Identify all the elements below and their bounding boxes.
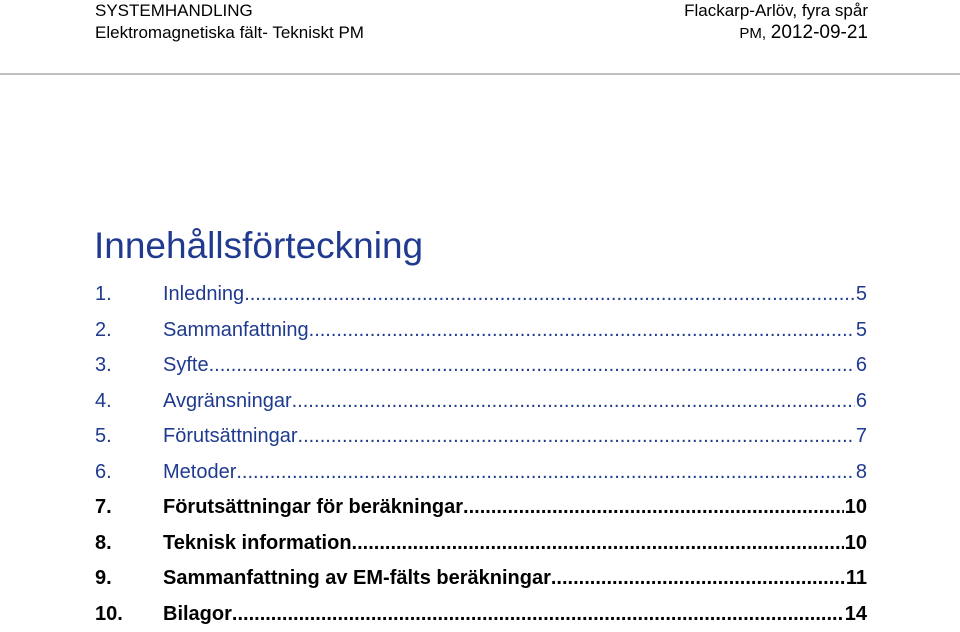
toc-entry[interactable] (95, 561, 867, 597)
toc-entry-label: Sammanfattning av EM-fälts beräkningar (163, 561, 551, 597)
toc-entry-label: Bilagor (163, 597, 232, 632)
toc-entry[interactable] (95, 490, 867, 526)
project-name: Flackarp-Arlöv, fyra spår (684, 0, 868, 22)
toc-leader-dots (309, 313, 855, 349)
document-header-right (684, 0, 868, 45)
toc-entry[interactable] (95, 597, 867, 632)
toc-entry-number: 5. (95, 419, 163, 455)
toc-entry-number: 7. (95, 490, 163, 526)
toc-entry-number: 1. (95, 277, 163, 313)
toc-entry-number: 9. (95, 561, 163, 597)
document-date-line (684, 22, 868, 45)
toc-entry-page: 10 (844, 526, 867, 562)
toc-entry-label: Metoder (163, 455, 236, 491)
toc-entry[interactable] (95, 384, 867, 420)
toc-entry-number: 4. (95, 384, 163, 420)
toc-entry-label: Teknisk information (163, 526, 352, 562)
table-of-contents (95, 277, 867, 632)
toc-entry-page: 5 (855, 313, 867, 349)
toc-leader-dots (463, 490, 844, 526)
toc-entry-number: 3. (95, 348, 163, 384)
toc-entry-label: Avgränsningar (163, 384, 292, 420)
toc-leader-dots (209, 348, 855, 384)
toc-entry[interactable] (95, 419, 867, 455)
document-subject: Elektromagnetiska fält- Tekniskt PM (95, 22, 364, 44)
toc-entry-page: 11 (845, 561, 867, 597)
toc-entry-label: Förutsättningar (163, 419, 298, 455)
toc-entry-page: 8 (855, 455, 867, 491)
toc-entry-number: 10. (95, 597, 163, 632)
toc-entry[interactable] (95, 313, 867, 349)
document-kind: PM, (739, 25, 766, 42)
toc-entry-number: 2. (95, 313, 163, 349)
toc-entry-page: 6 (855, 384, 867, 420)
toc-leader-dots (236, 455, 855, 491)
document-header-left (95, 0, 364, 44)
toc-entry-number: 6. (95, 455, 163, 491)
toc-entry-number: 8. (95, 526, 163, 562)
toc-leader-dots (298, 419, 855, 455)
document-date: 2012-09-21 (771, 22, 868, 43)
toc-entry-page: 14 (844, 597, 867, 632)
toc-entry[interactable] (95, 455, 867, 491)
toc-entry-label: Sammanfattning (163, 313, 309, 349)
toc-entry-page: 6 (855, 348, 867, 384)
toc-entry-label: Syfte (163, 348, 209, 384)
document-type: SYSTEMHANDLING (95, 0, 364, 22)
header-divider (0, 73, 960, 75)
toc-title: Innehållsförteckning (94, 224, 423, 268)
toc-entry-label: Inledning (163, 277, 244, 313)
toc-leader-dots (232, 597, 844, 632)
toc-entry-page: 7 (855, 419, 867, 455)
toc-leader-dots (244, 277, 855, 313)
toc-leader-dots (352, 526, 844, 562)
toc-leader-dots (292, 384, 855, 420)
toc-entry[interactable] (95, 526, 867, 562)
toc-leader-dots (551, 561, 845, 597)
toc-entry-label: Förutsättningar för beräkningar (163, 490, 463, 526)
toc-entry[interactable] (95, 348, 867, 384)
toc-entry-page: 5 (855, 277, 867, 313)
toc-entry[interactable] (95, 277, 867, 313)
toc-entry-page: 10 (844, 490, 867, 526)
